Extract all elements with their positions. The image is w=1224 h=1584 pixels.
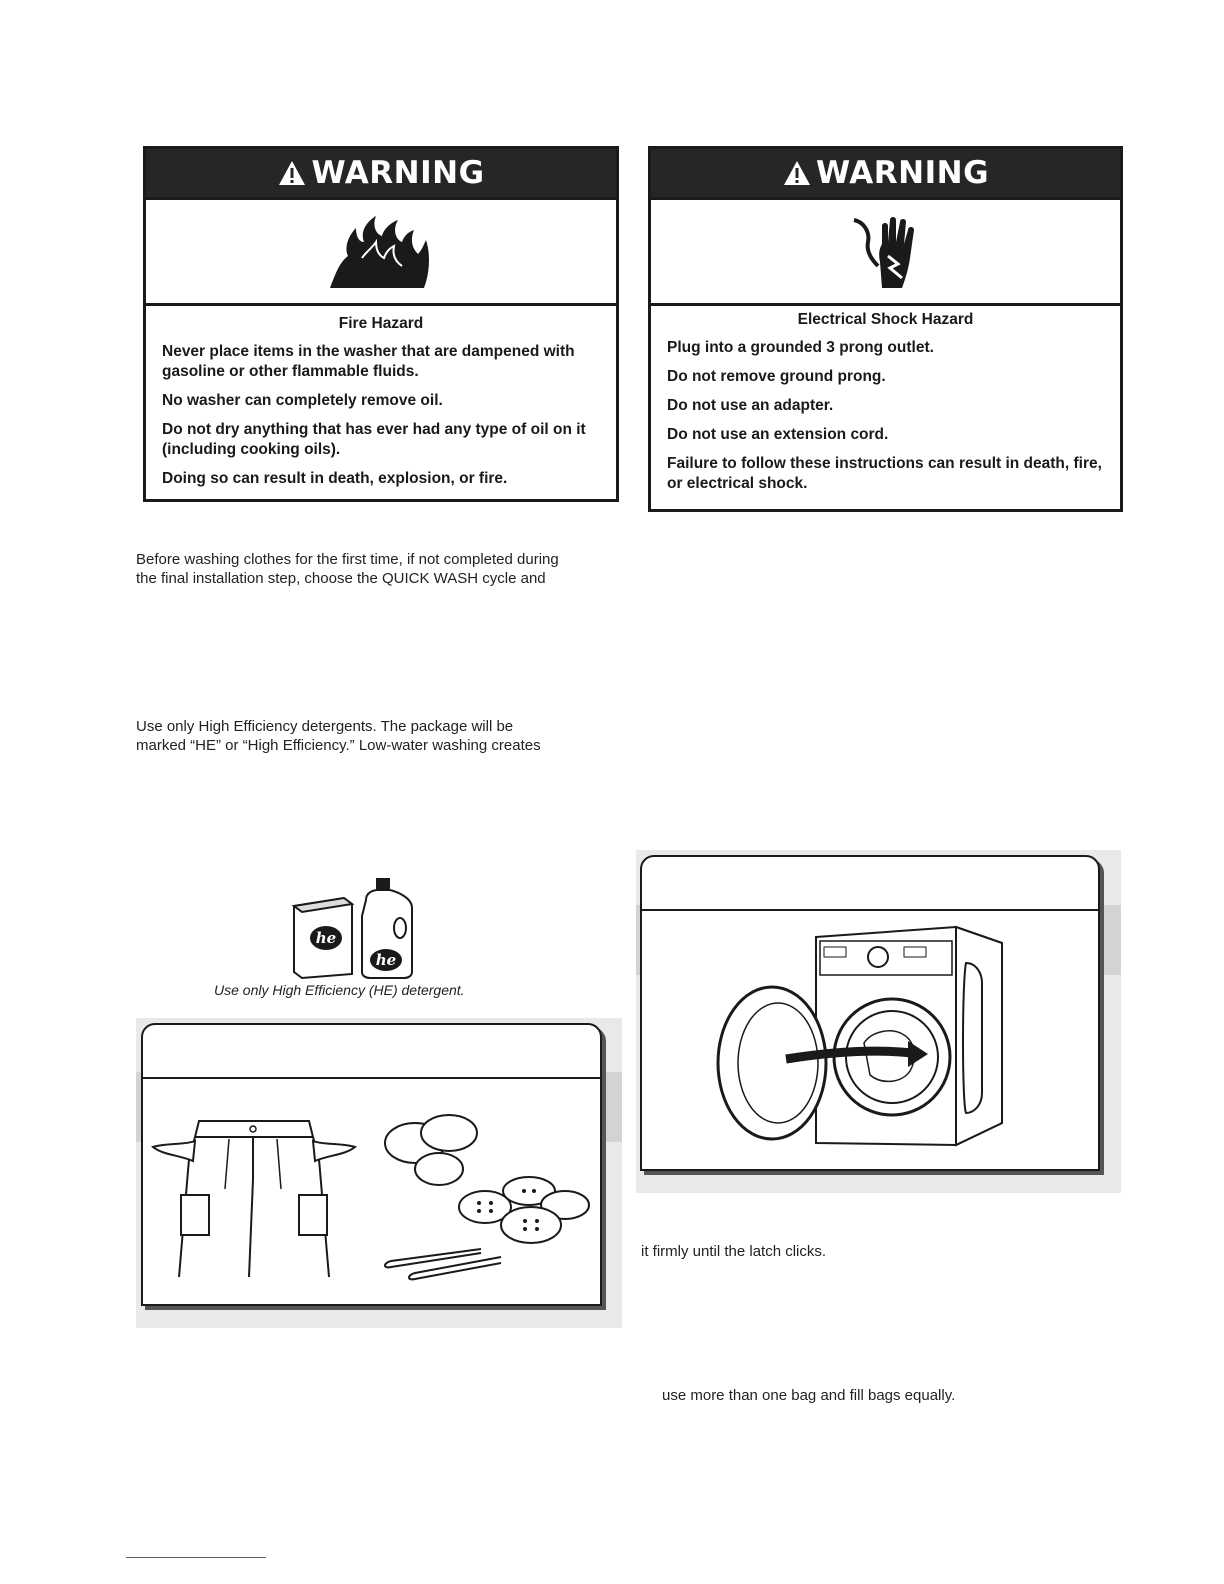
warning-line: Failure to follow these instructions can result in death, fire, or electrical shock. xyxy=(667,455,1102,492)
warning-header: WARNING xyxy=(146,149,616,197)
warning-box-electrical xyxy=(648,146,1123,512)
bags-text: use more than one bag and fill bags equally. xyxy=(662,1387,956,1404)
warning-line: Doing so can result in death, explosion, or fire. xyxy=(162,470,508,487)
svg-text:he: he xyxy=(315,929,337,947)
panel-header xyxy=(642,857,1098,911)
pants-illustration xyxy=(149,1119,359,1279)
hazard-illustration xyxy=(651,197,1120,306)
warning-triangle-icon xyxy=(277,159,307,187)
warning-line: Never place items in the washer that are dampened with gasoline or other flammable fluids. xyxy=(162,343,575,380)
warning-line: Do not use an adapter. xyxy=(667,397,834,414)
warning-line: Do not dry anything that has ever had any type of oil on it (including cooking oils). xyxy=(162,421,586,458)
hazard-title: Fire Hazard xyxy=(338,315,424,332)
warning-triangle-icon xyxy=(782,159,812,187)
warning-line: Do not remove ground prong. xyxy=(667,368,886,385)
washer-illustration xyxy=(716,923,1006,1153)
hazard-illustration xyxy=(146,197,616,306)
empty-pockets-panel xyxy=(141,1023,602,1306)
load-washer-panel xyxy=(640,855,1100,1171)
warning-line: Do not use an extension cord. xyxy=(667,426,889,443)
he-detergent-paragraph: Use only High Efficiency detergents. The package will be marked “HE” or “High Efficiency.” Low-water washing creates xyxy=(136,718,541,754)
warning-line: Plug into a grounded 3 prong outlet. xyxy=(667,339,934,356)
he-caption: Use only High Efficiency (HE) detergent. xyxy=(214,982,465,998)
hazard-title: Electrical Shock Hazard xyxy=(797,311,974,328)
warning-text xyxy=(146,306,616,506)
svg-text:he: he xyxy=(375,951,397,969)
warning-text xyxy=(651,306,1120,511)
first-wash-paragraph: Before washing clothes for the first time, if not completed during the final installation step, choose the QUICK WASH cycle and xyxy=(136,551,559,587)
warning-line: No washer can completely remove oil. xyxy=(162,392,443,409)
warning-box-fire xyxy=(143,146,619,502)
panel-header xyxy=(143,1025,600,1079)
warning-header: WARNING xyxy=(651,149,1120,197)
latch-text: it firmly until the latch clicks. xyxy=(641,1243,827,1260)
electric-hand-icon xyxy=(846,212,926,292)
coins-buttons-pins-illustration xyxy=(381,1113,595,1283)
he-detergent-illustration xyxy=(288,876,428,980)
footer-rule xyxy=(126,1557,266,1558)
fire-icon xyxy=(326,212,436,292)
